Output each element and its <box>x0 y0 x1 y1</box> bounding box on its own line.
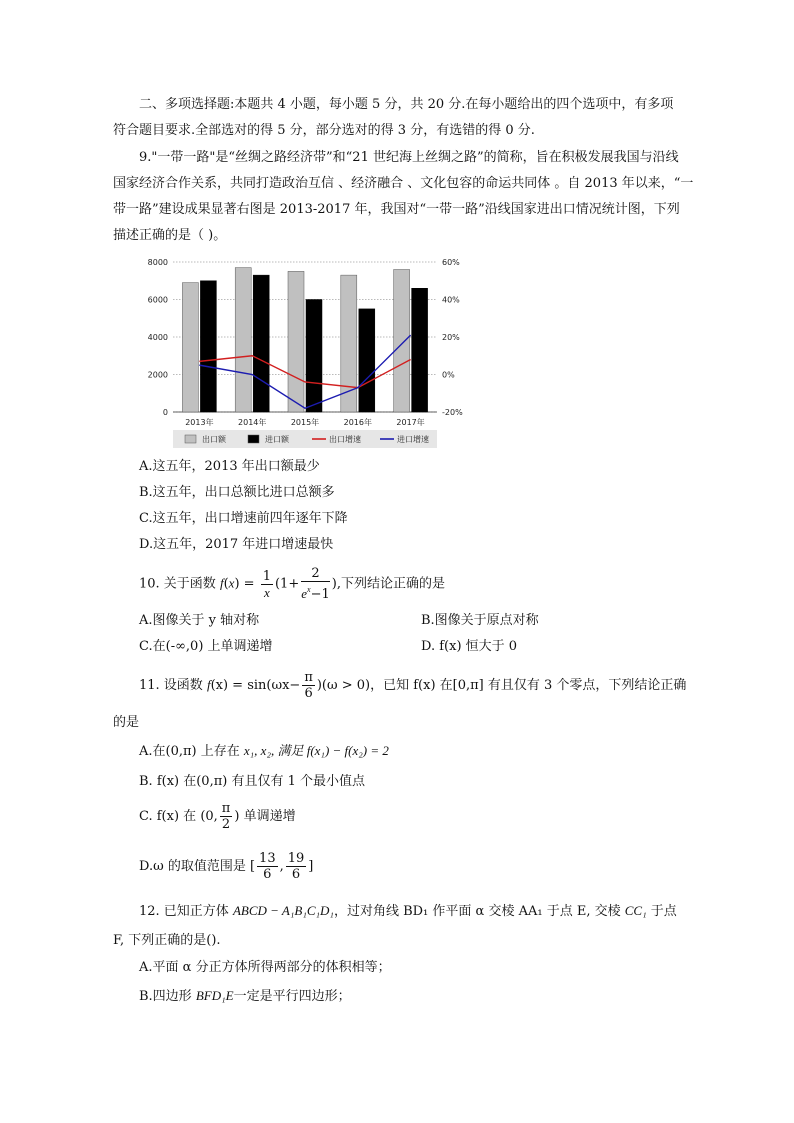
q11-fraction-13-6: $\frac{13}{6}$ <box>259 851 276 882</box>
x-tick-label: 2015年 <box>290 418 320 427</box>
q9-stem-line-4: 描述正确的是（ )。 <box>113 228 227 243</box>
bar-进口额 <box>200 281 216 412</box>
bar-进口额 <box>306 300 322 413</box>
q11-stem: 11. 设函数 f(x) = sin(ωx− $\frac{\pi}{6}$ )(ω > 0)，已知 f(x) 在[0,π] 有且仅有 3 个零点，下列结论正确 <box>139 670 687 701</box>
q9-stem-line-2: 国家经济合作关系，共同打造政治互信 、经济融合 、文化包容的命运共同体 。自 2013 年以来，“一 <box>113 176 694 191</box>
q10-stem: 10. 关于函数 f(x) = $\frac{1}{x}$ (1+ $\frac{2}{e^x-1}$ ),下列结论正确的是 <box>139 566 445 602</box>
bar-出口额 <box>394 270 410 413</box>
q10-func: f <box>219 575 224 591</box>
q10-var: x <box>228 575 235 591</box>
legend-swatch-出口额 <box>185 435 196 443</box>
y-left-tick-label: 2000 <box>147 370 168 380</box>
q11-option-d: D.ω 的取值范围是 [ $\frac{13}{6}$ , $\frac{19}{6}$ ] <box>139 851 314 882</box>
q10-open: (1+ <box>274 576 300 592</box>
q11-stem-line-2: 的是 <box>113 715 140 730</box>
q11-fraction-pi-2: $\frac{\pi}{2}$ <box>221 801 231 832</box>
q12-option-a: A.平面 α 分正方体所得两部分的体积相等； <box>139 960 391 975</box>
q11-fraction-19-6: $\frac{19}{6}$ <box>287 851 305 882</box>
bar-出口额 <box>288 271 304 412</box>
q10-option-d: D. f(x) 恒大于 0 <box>421 639 518 654</box>
q9-option-c: C.这五年，出口增速前四年逐年下降 <box>139 511 348 526</box>
q12-stem-line-1: 12. 已知正方体 ABCD − A₁B₁C₁D₁，过对角线 BD₁ 作平面 α 交棱 AA₁ 于点 E, 交棱 CC₁ 于点 <box>139 903 677 919</box>
q10-fraction-2: $\frac{2}{e^x-1}$ <box>301 566 330 602</box>
q10-fraction-1: $\frac{1}{x}$ <box>262 568 271 600</box>
q10-prefix: 10. 关于函数 <box>139 576 220 592</box>
section-heading-line-1: 二、多项选择题:本题共 4 小题，每小题 5 分，共 20 分.在每小题给出的四个选项中，有多项 <box>139 97 674 112</box>
y-left-tick-label: 0 <box>162 408 168 417</box>
q11-option-a: A.在(0,π) 上存在 x₁, x₂, 满足 f(x₁) − f(x₂) = 2 <box>139 743 389 759</box>
y-right-tick-label: 40% <box>442 295 460 305</box>
x-tick-label: 2016年 <box>343 418 372 427</box>
bar-出口额 <box>182 283 198 412</box>
y-left-tick-label: 4000 <box>147 333 168 342</box>
legend-label-出口额: 出口额 <box>202 435 226 444</box>
y-right-tick-label: 20% <box>442 333 460 342</box>
y-right-tick-label: 0% <box>442 370 455 380</box>
y-left-tick-label: 6000 <box>147 295 168 305</box>
q10-close: ), <box>331 576 341 592</box>
q9-option-b: B.这五年，出口总额比进口总额多 <box>139 485 335 500</box>
section-heading-line-2: 符合题目要求.全部选对的得 5 分，部分选对的得 3 分，有选错的得 0 分. <box>113 123 535 138</box>
q10-option-c: C.在(-∞,0) 上单调递增 <box>139 639 273 654</box>
y-left-tick-label: 8000 <box>147 258 168 267</box>
q9-option-a: A.这五年，2013 年出口额最少 <box>139 459 320 474</box>
q9-stem-line-3: 带一路”建设成果显著右图是 2013-2017 年，我国对“一带一路”沿线国家进出口情况统计图，下列 <box>113 202 680 217</box>
legend-label-出口增速: 出口增速 <box>329 435 361 444</box>
trade-chart <box>140 252 470 452</box>
legend-label-进口增速: 进口增速 <box>397 435 429 444</box>
x-tick-label: 2017年 <box>396 418 425 427</box>
q9-option-d: D.这五年，2017 年进口增速最快 <box>139 537 334 552</box>
bar-进口额 <box>253 275 269 412</box>
q9-stem-line-1: 9."一带一路"是“丝绸之路经济带”和“21 世纪海上丝绸之路”的简称，旨在积极发展我国与沿线 <box>139 150 679 165</box>
q11-fraction-pi-6: $\frac{\pi}{6}$ <box>304 670 313 701</box>
q12-stem-line-2: F, 下列正确的是(). <box>113 933 221 948</box>
q10-option-b: B.图像关于原点对称 <box>421 613 539 628</box>
q10-suffix: 下列结论正确的是 <box>340 576 445 592</box>
bar-进口额 <box>412 288 428 412</box>
q12-option-b: B.四边形 BFD₁E一定是平行四边形； <box>139 988 351 1004</box>
q10-eq: = <box>243 576 255 592</box>
x-tick-label: 2014年 <box>238 418 267 427</box>
bar-出口额 <box>235 268 251 412</box>
x-tick-label: 2013年 <box>185 418 214 427</box>
legend-label-进口额: 进口额 <box>265 435 289 444</box>
legend-swatch-进口额 <box>248 435 259 443</box>
q11-option-b: B. f(x) 在(0,π) 有且仅有 1 个最小值点 <box>139 774 365 789</box>
q11-option-c: C. f(x) 在 (0, $\frac{\pi}{2}$ ) 单调递增 <box>139 801 296 832</box>
bar-进口额 <box>359 309 375 412</box>
y-right-tick-label: -20% <box>442 408 463 417</box>
y-right-tick-label: 60% <box>442 258 460 267</box>
q10-option-a: A.图像关于 y 轴对称 <box>139 613 260 628</box>
